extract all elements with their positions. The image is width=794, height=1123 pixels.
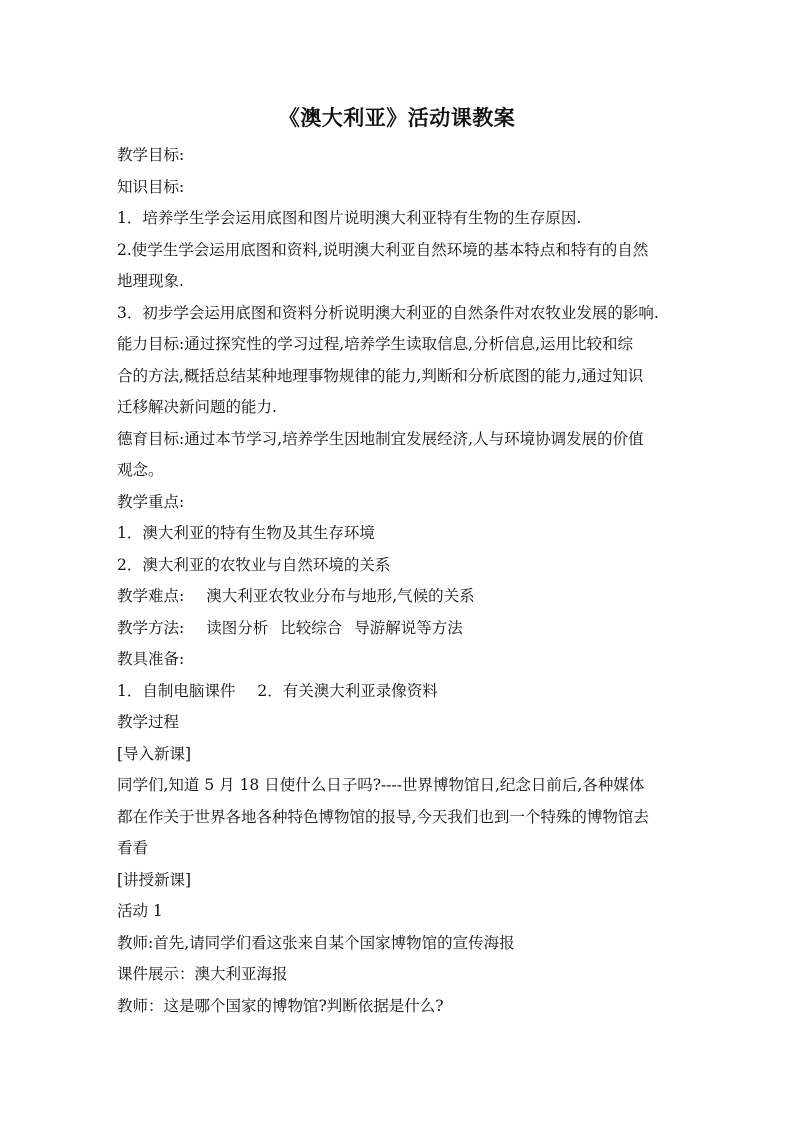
intro-line-2: 都在作关于世界各地各种特色博物馆的报导,今天我们也到一个特殊的博物馆去 xyxy=(117,807,649,826)
intro-line-3: 看看 xyxy=(117,839,149,857)
ability-objective-line-3: 迁移解决新问题的能力. xyxy=(117,398,277,416)
difficulty-label: 教学难点: xyxy=(117,587,185,605)
process-heading: 教学过程 xyxy=(117,713,180,731)
method-2: 比较综合 xyxy=(280,618,343,637)
knowledge-objective-3: 3．初步学会运用底图和资料分析说明澳大利亚的自然条件对农牧业发展的影响. xyxy=(117,303,659,322)
difficulty-line xyxy=(117,581,687,613)
moral-objective-line-1: 德育目标:通过本节学习,培养学生因地制宜发展经济,人与环境协调发展的价值 xyxy=(117,429,644,448)
courseware-line: 课件展示：澳大利亚海报 xyxy=(117,965,288,983)
knowledge-objective-1: 1．培养学生学会运用底图和图片说明澳大利亚特有生物的生存原因. xyxy=(117,209,582,227)
activity-1-heading: 活动 1 xyxy=(117,902,163,920)
key-points-heading: 教学重点: xyxy=(117,492,185,511)
moral-objective-line-2: 观念。 xyxy=(117,461,164,479)
tool-2: 2．有关澳大利亚录像资料 xyxy=(257,681,438,700)
teacher-line-1: 教师:首先,请同学们看这张来自某个国家博物馆的宣传海报 xyxy=(117,933,515,952)
key-point-1: 1．澳大利亚的特有生物及其生存环境 xyxy=(117,524,375,542)
tools-line xyxy=(117,676,687,708)
ability-objective-line-1: 能力目标:通过探究性的学习过程,培养学生读取信息,分析信息,运用比较和综 xyxy=(117,335,634,353)
tool-1: 1．自制电脑课件 xyxy=(117,681,236,700)
tools-heading: 教具准备: xyxy=(117,650,185,668)
methods-label: 教学方法: xyxy=(117,618,185,637)
knowledge-objectives-heading: 知识目标: xyxy=(117,177,185,196)
ability-objective-line-2: 合的方法,概括总结某种地理事物规律的能力,判断和分析底图的能力,通过知识 xyxy=(117,366,644,385)
knowledge-objective-2-line-2: 地理现象. xyxy=(117,272,184,290)
teaching-objectives-heading: 教学目标: xyxy=(117,146,185,164)
intro-line-1: 同学们,知道 5 月 18 日使什么日子吗?----世界博物馆日,纪念日前后,各种媒体 xyxy=(117,776,645,794)
method-1: 读图分析 xyxy=(206,618,269,637)
method-3: 导游解说等方法 xyxy=(354,618,463,637)
document-title: 《澳大利亚》活动课教案 xyxy=(278,105,516,130)
key-point-2: 2．澳大利亚的农牧业与自然环境的关系 xyxy=(117,555,391,574)
intro-heading: [导入新课] xyxy=(117,744,192,763)
difficulty-text: 澳大利亚农牧业分布与地形,气候的关系 xyxy=(206,587,475,605)
knowledge-objective-2-line-1: 2.使学生学会运用底图和资料,说明澳大利亚自然环境的基本特点和特有的自然 xyxy=(117,240,649,259)
document-body xyxy=(117,140,687,1022)
teacher-line-2: 教师：这是哪个国家的博物馆?判断依据是什么? xyxy=(117,996,444,1015)
new-lesson-heading: [讲授新课] xyxy=(117,870,192,889)
methods-line xyxy=(117,613,687,645)
